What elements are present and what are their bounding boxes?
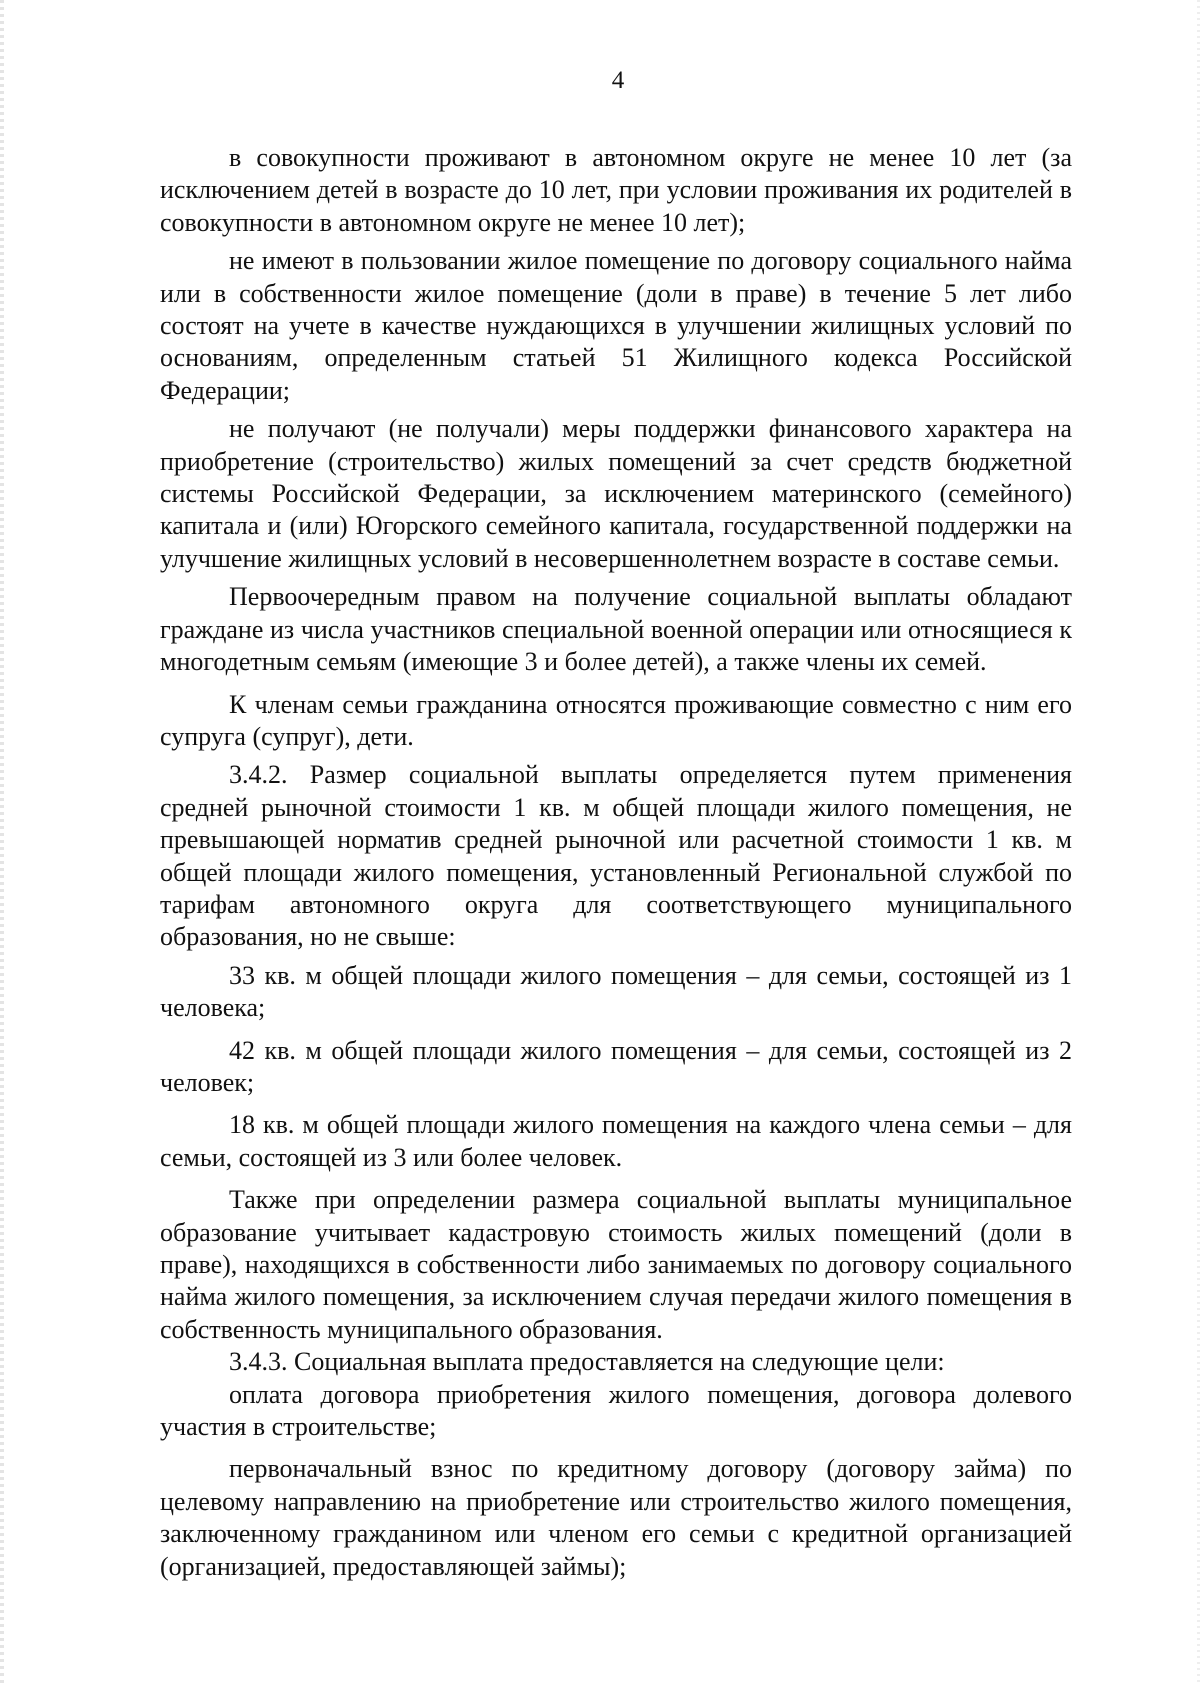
paragraph-3-4-2-payment-size: 3.4.2. Размер социальной выплаты определяется путем применения средней рыночной стоимости 1 кв. м общей площади жилого помещения, не превышающей норматив средней рыночной или расчетной стоимости 1 кв. м общей площади жилого помещения, установленный Региональной службой по тарифам автономного округа для соответствующего муниципального образования, но не свыше: [160, 760, 1072, 952]
paragraph-priority-right: Первоочередным правом на получение социальной выплаты обладают граждане из числа участников специальной военной операции или относящиеся к многодетным семьям (имеющие 3 и более детей), а также члены их семей. [160, 582, 1072, 677]
scan-edge-left [0, 0, 4, 1686]
paragraph-family-members: К членам семьи гражданина относятся проживающие совместно с ним его супруга (супруг), дети. [160, 689, 1072, 751]
paragraph-3-4-3-purposes: 3.4.3. Социальная выплата предоставляется на следующие цели: [229, 1347, 945, 1377]
page-number: 4 [611, 67, 625, 94]
document-body [160, 142, 1072, 1583]
paragraph-purpose-down-payment: первоначальный взнос по кредитному договору (договору займа) по целевому направлению на приобретение или строительство жилого помещения, заключенному гражданином или членом его семьи с кредитной организацией (организацией, предоставляющей займы); [160, 1454, 1072, 1581]
paragraph-residence-requirement: в совокупности проживают в автономном округе не менее 10 лет (за исключением детей в возрасте до 10 лет, при условии проживания их родителей в совокупности в автономном округе не менее 10 лет); [160, 143, 1072, 237]
paragraph-purpose-purchase: оплата договора приобретения жилого помещения, договора долевого участия в строительстве; [160, 1379, 1072, 1442]
paragraph-area-2-persons: 42 кв. м общей площади жилого помещения – для семьи, состоящей из 2 человек; [160, 1035, 1072, 1097]
paragraph-no-prior-support: не получают (не получали) меры поддержки финансового характера на приобретение (строительство) жилых помещений за счет средств бюджетной системы Российской Федерации, за исключением материнского (семейного) капитала и (или) Югорского семейного капитала, государственной поддержки на улучшение жилищных условий в несовершеннолетнем возрасте в составе семьи. [160, 414, 1072, 573]
paragraph-cadastral-value: Также при определении размера социальной выплаты муниципальное образование учитывает кадастровую стоимость жилых помещений (доли в праве), находящихся в собственности либо занимаемых по договору социального найма жилого помещения, за исключением случая передачи жилого помещения в собственность муниципального образования. [160, 1185, 1072, 1344]
paragraph-area-3-plus-persons: 18 кв. м общей площади жилого помещения на каждого члена семьи – для семьи, состоящей из 3 или более человек. [160, 1110, 1072, 1172]
paragraph-area-1-person: 33 кв. м общей площади жилого помещения – для семьи, состоящей из 1 человека; [160, 960, 1072, 1023]
paragraph-housing-condition: не имеют в пользовании жилое помещение по договору социального найма или в собственности жилое помещение (доли в праве) в течение 5 лет либо состоят на учете в качестве нуждающихся в улучшении жилищных условий по основаниям, определенным статьей 51 Жилищного кодекса Российской Федерации; [160, 246, 1072, 405]
